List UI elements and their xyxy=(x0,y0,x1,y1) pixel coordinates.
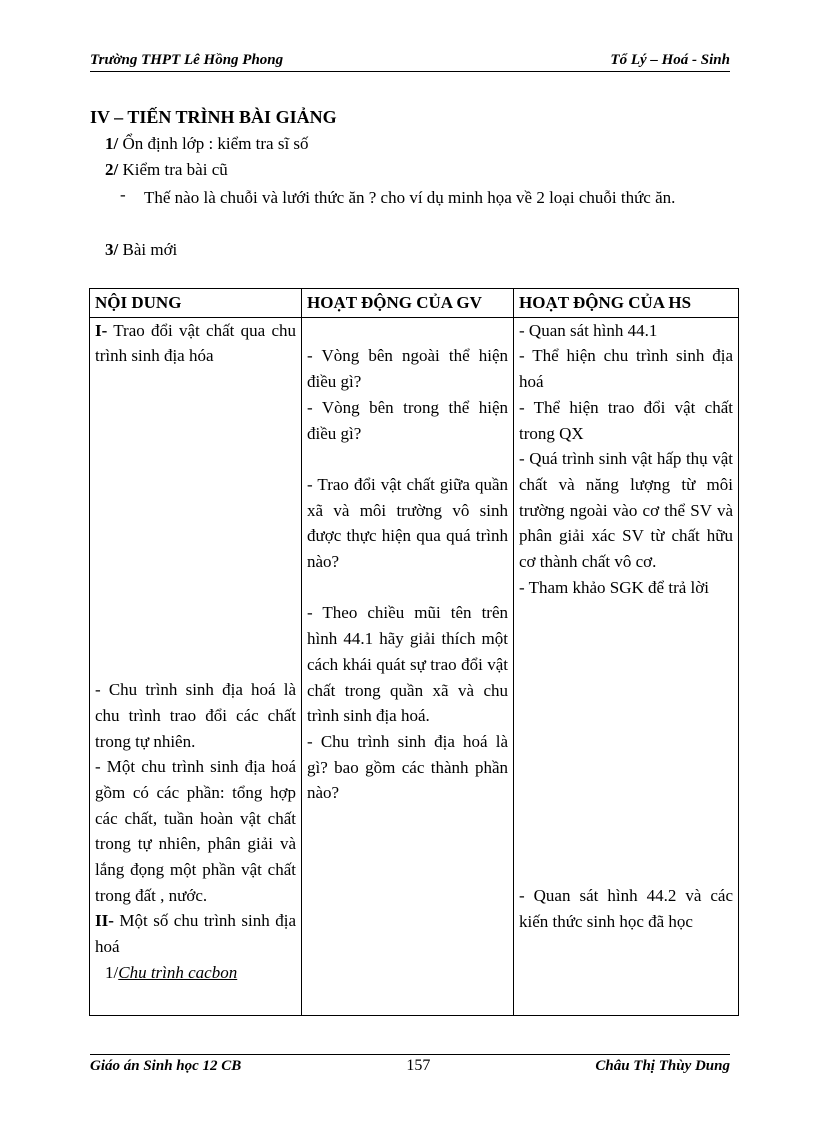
page-header xyxy=(90,52,730,72)
step-2-number: 2/ xyxy=(105,160,119,179)
teacher-question: - Vòng bên ngoài thể hiện điều gì? xyxy=(307,346,508,392)
footer-lesson-plan: Giáo án Sinh học 12 CB xyxy=(90,1058,242,1074)
page-number: 157 xyxy=(406,1057,431,1074)
student-activity: - Thể hiện chu trình sinh địa hoá xyxy=(519,346,733,392)
school-name: Trường THPT Lê Hồng Phong xyxy=(90,52,284,68)
table-row xyxy=(90,317,739,1015)
header-content: NỘI DUNG xyxy=(90,289,302,318)
content-paragraph: - Chu trình sinh địa hoá là chu trình trao đổi các chất trong tự nhiên. xyxy=(95,680,296,751)
table-header-row xyxy=(90,289,739,318)
teacher-question: - Chu trình sinh địa hoá là gì? bao gồm các thành phần nào? xyxy=(307,731,508,803)
content-heading-1: I- Trao đổi vật chất qua chu trình sinh địa hóa xyxy=(95,320,296,366)
step-1 xyxy=(105,134,309,154)
section-title: IV – TIẾN TRÌNH BÀI GIẢNG xyxy=(90,107,337,127)
student-activity: - Quan sát hình 44.2 và các kiến thức sinh học đã học xyxy=(519,886,733,932)
student-activity: - Quan sát hình 44.1 xyxy=(519,320,658,340)
header-student: HOẠT ĐỘNG CỦA HS xyxy=(514,289,739,318)
teacher-question: - Trao đổi vật chất giữa quần xã và môi trường vô sinh được thực hiện qua quá trình nào? xyxy=(307,474,508,571)
footer-author: Châu Thị Thùy Dung xyxy=(595,1058,730,1074)
teacher-cell xyxy=(302,317,514,1015)
teacher-question: - Vòng bên trong thể hiện điều gì? xyxy=(307,397,508,443)
content-subheading: 1/Chu trình cacbon xyxy=(105,962,238,982)
student-activity: - Quá trình sinh vật hấp thụ vật chất và năng lượng từ môi trường ngoài vào cơ thể SV và phân giải xác SV từ chất hữu cơ thành chất vô cơ. xyxy=(519,449,733,572)
student-activity: - Thể hiện trao đổi vật chất trong QX xyxy=(519,397,733,443)
step-1-number: 1/ xyxy=(105,134,119,153)
step-3-number: 3/ xyxy=(105,240,119,259)
student-cell xyxy=(514,317,739,1015)
step-3-text: Bài mới xyxy=(122,240,178,259)
step-3 xyxy=(105,240,177,260)
lesson-table xyxy=(89,288,739,1016)
student-activity: - Tham khảo SGK để trả lời xyxy=(519,577,709,597)
review-question: Thế nào là chuỗi và lưới thức ăn ? cho ví dụ minh họa về 2 loại chuỗi thức ăn. xyxy=(144,188,676,207)
step-2 xyxy=(105,160,228,180)
bullet-dash: - xyxy=(120,185,126,204)
header-teacher: HOẠT ĐỘNG CỦA GV xyxy=(302,289,514,318)
step-1-text: Ổn định lớp : kiểm tra sĩ số xyxy=(122,134,309,153)
content-cell xyxy=(90,317,302,1015)
page-footer xyxy=(90,1054,730,1075)
content-paragraph: - Một chu trình sinh địa hoá gồm có các phần: tổng hợp các chất, tuần hoàn vật chất trong tự nhiên, phân giải và lắng đọng một phần vật chất trong đất , nước. xyxy=(95,757,296,905)
teacher-question: - Theo chiều mũi tên trên hình 44.1 hãy giải thích một cách khái quát sự trao đổi vật chất trong quần xã và chu trình sinh địa hoá. xyxy=(307,603,508,726)
step-2-text: Kiểm tra bài cũ xyxy=(122,160,228,179)
content-heading-2: II- Một số chu trình sinh địa hoá xyxy=(95,911,297,957)
department-name: Tổ Lý – Hoá - Sinh xyxy=(610,52,730,68)
